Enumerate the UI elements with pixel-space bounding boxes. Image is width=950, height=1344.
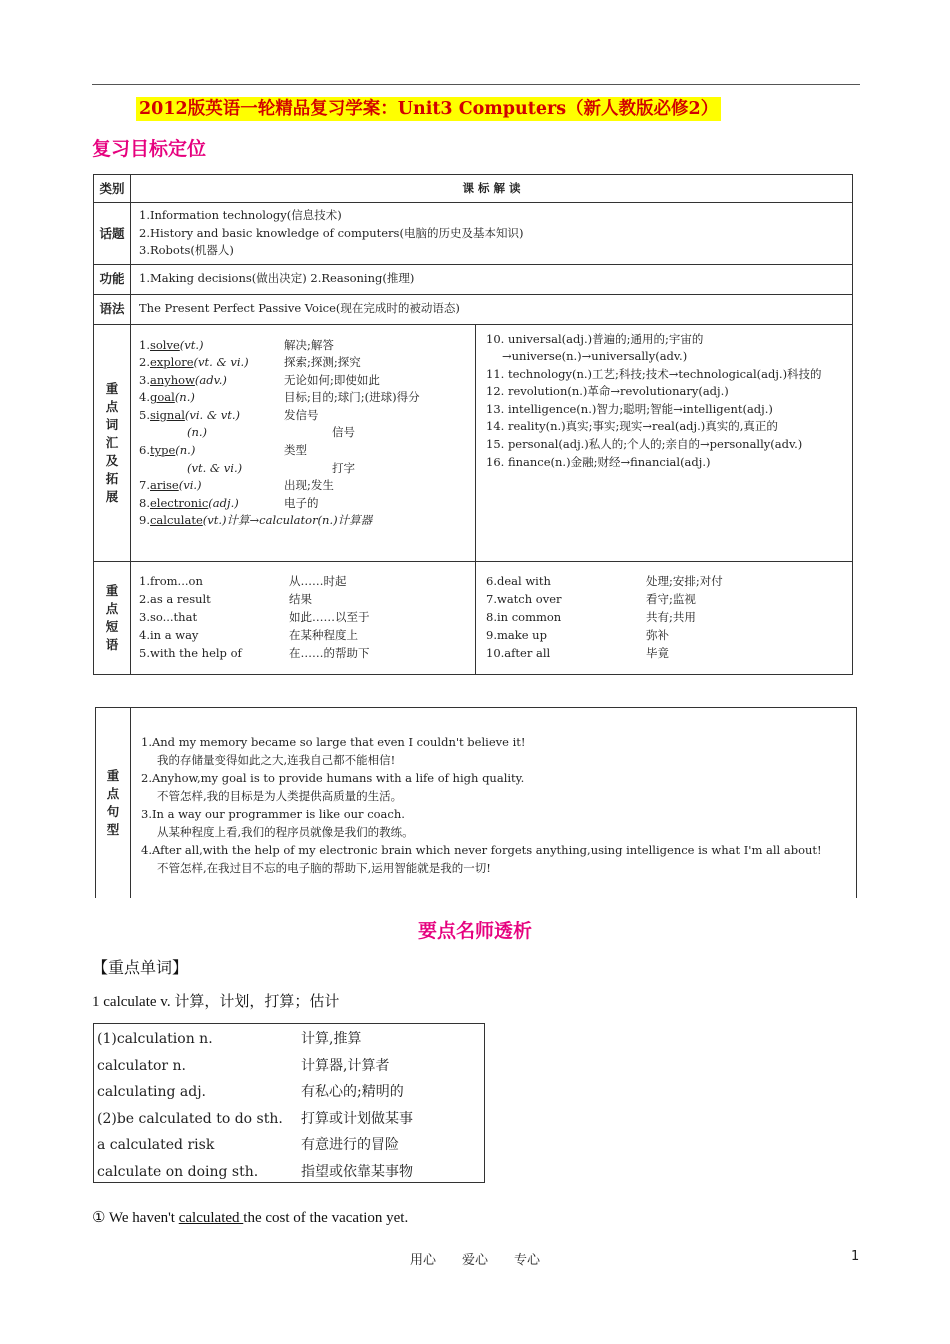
vocab-word: solve: [149, 337, 180, 352]
function-label: 功能: [94, 264, 131, 294]
sentence-line: 不管怎样,我的目标是为人类提供高质量的生活。: [157, 788, 403, 803]
page-number: 1: [851, 1249, 860, 1264]
vocab-pos: (vi. & vt.): [184, 407, 240, 422]
header-category: 类别: [94, 175, 131, 203]
vocab-item: 12. revolution(n.)革命→revolutionary(adj.): [486, 384, 729, 399]
vocab-label-text: 重点词汇及拓展: [105, 380, 119, 504]
vocab-item: [139, 442, 469, 460]
key-sentences-table: [95, 707, 857, 898]
key-words-heading: 【重点单词】: [92, 958, 189, 977]
vocab-word: explore: [149, 355, 194, 370]
sentence-line: 2.Anyhow,my goal is to provide humans with a life of high quality.: [141, 770, 525, 785]
vocab-meaning: 解决;解答: [284, 337, 334, 352]
vocab-number: 7.: [139, 478, 150, 493]
vocab-pos: (vt.): [179, 337, 204, 352]
form-en: calculate on doing sth.: [97, 1163, 259, 1180]
vocab-number: 1.: [139, 337, 150, 352]
vocab-head: [139, 354, 284, 372]
sentence-line: 不管怎样,在我过目不忘的电子脑的帮助下,运用智能就是我的一切!: [157, 860, 491, 875]
vocab-pos: (vt. & vi.): [193, 355, 249, 370]
phrase-zh: 如此……以至于: [289, 609, 370, 624]
vocab-head: [139, 495, 284, 513]
phrase-zh: 毕竟: [646, 645, 669, 660]
phrase-en: 1.from...on: [139, 573, 203, 588]
sentence-line: 从某种程度上看,我们的程序员就像是我们的教练。: [157, 824, 414, 839]
vocab-head: [139, 477, 284, 495]
vocab-left-list: [131, 325, 476, 561]
phrase-zh: 共有;共用: [646, 609, 696, 624]
grammar-text: The Present Perfect Passive Voice(现在完成时的被动语态): [131, 294, 853, 324]
sentence-line: 我的存储量变得如此之大,连我自己都不能相信!: [157, 752, 396, 767]
vocab-pos: (adj.): [208, 495, 239, 510]
phrase-item: [486, 644, 844, 662]
vocab-item: 16. finance(n.)金融;财经→financial(adj.): [486, 454, 711, 469]
calculate-form-row: [97, 1132, 484, 1159]
phrase-en: 5.with the help of: [139, 645, 242, 660]
calculate-form-row: [97, 1053, 484, 1080]
phrase-item: [486, 572, 844, 590]
phrase-en: 9.make up: [486, 627, 547, 642]
phrase-zh: 在某种程度上: [289, 627, 358, 642]
vocab-meaning: 目标;目的;球门;(进球)得分: [284, 390, 420, 405]
form-zh: 有意进行的冒险: [301, 1137, 399, 1153]
phrase-en: 3.so...that: [139, 609, 198, 624]
example-suffix: the cost of the vacation yet.: [243, 1210, 409, 1226]
phrase-en: 10.after all: [486, 645, 551, 660]
vocab-cell: [131, 324, 853, 561]
form-zh: 打算或计划做某事: [301, 1110, 413, 1127]
vocab-head: [139, 372, 284, 390]
section-heading-analysis: 要点名师透析: [417, 920, 532, 942]
vocab-number: 2.: [139, 355, 150, 370]
topic-label: 话题: [94, 203, 131, 265]
curriculum-table: [93, 174, 853, 675]
vocab-head: [139, 424, 332, 442]
vocab-meaning: 信号: [332, 425, 355, 440]
calculate-form-row: [97, 1106, 484, 1133]
vocab-pos: (n.): [187, 425, 208, 440]
form-zh: 计算器,计算者: [301, 1057, 390, 1074]
vocab-word: goal: [149, 390, 175, 405]
phrase-item: [139, 626, 469, 644]
form-en: calculator n.: [97, 1057, 187, 1074]
document-title: 2012版英语一轮精品复习学案：Unit3 Computers（新人教版必修2）: [136, 97, 721, 121]
vocab-number: 4.: [139, 390, 150, 405]
topic-cell: [131, 203, 853, 265]
calculate-form-row: [97, 1159, 484, 1186]
vocab-item: 10. universal(adj.)普遍的;通用的;宇宙的→universe(n.)→universally(adv.): [486, 331, 704, 364]
vocab-meaning: 探索;探测;探究: [284, 355, 361, 370]
vocab-word: electronic: [149, 495, 209, 510]
form-en: (2)be calculated to do sth.: [97, 1110, 283, 1127]
word-heading-calculate: 1 calculate v. 计算，计划，打算；估计: [92, 994, 340, 1010]
form-zh: 指望或依靠某事物: [301, 1163, 413, 1180]
vocab-pos: (vi.): [178, 478, 202, 493]
calculate-form-row: [97, 1026, 484, 1053]
vocab-item: [139, 389, 469, 407]
example-sentence: [92, 1208, 408, 1227]
phrase-label-text: 重点短语: [105, 582, 119, 652]
vocab-word: arise: [149, 478, 179, 493]
vocab-item: [139, 337, 469, 355]
sentences-list: [131, 708, 857, 898]
vocab-number: 5.: [139, 407, 150, 422]
vocab-pos: (vt.)计算→calculator(n.)计算器: [202, 513, 373, 528]
vocab-item: [139, 512, 469, 530]
phrase-en: 2.as a result: [139, 591, 211, 606]
phrase-cell: [131, 561, 853, 674]
footer-slogan: 用心 爱心 专心: [409, 1253, 540, 1268]
sentences-label: [96, 708, 131, 898]
topic-line: 1.Information technology(信息技术): [139, 208, 342, 222]
phrase-item: [139, 608, 469, 626]
header-content: 课 标 解 读: [131, 175, 853, 203]
vocab-number: 6.: [139, 443, 150, 458]
vocab-item: [139, 354, 469, 372]
phrase-item: [139, 590, 469, 608]
form-en: a calculated risk: [97, 1137, 215, 1153]
vocab-number: 3.: [139, 372, 150, 387]
vocab-head: [139, 337, 284, 355]
vocab-meaning: 电子的: [284, 495, 319, 510]
vocab-word: signal: [149, 407, 185, 422]
phrase-en: 6.deal with: [486, 573, 551, 588]
phrase-zh: 结果: [289, 591, 312, 606]
grammar-label: 语法: [94, 294, 131, 324]
vocab-item: 11. technology(n.)工艺;科技;技术→technological(adj.)科技的: [486, 366, 822, 381]
sentence-line: 1.And my memory became so large that even I couldn't believe it!: [141, 734, 526, 749]
phrase-label: [94, 561, 131, 674]
vocab-word: type: [149, 443, 176, 458]
phrase-item: [139, 572, 469, 590]
phrase-en: 8.in common: [486, 609, 562, 624]
phrase-zh: 从……时起: [289, 573, 347, 588]
vocab-head: [139, 512, 372, 530]
phrase-en: 7.watch over: [486, 591, 562, 606]
vocab-pos: (n.): [174, 390, 195, 405]
vocab-head: [139, 389, 284, 407]
vocab-item: 14. reality(n.)真实;事实;现实→real(adj.)真实的,真正的: [486, 419, 778, 434]
vocab-item: [139, 372, 469, 390]
header-rule: [92, 84, 860, 85]
vocab-item: [139, 495, 469, 513]
vocab-word: anyhow: [149, 372, 195, 387]
function-text: 1.Making decisions(做出决定) 2.Reasoning(推理): [131, 264, 853, 294]
phrase-zh: 在……的帮助下: [289, 645, 370, 660]
vocab-word: calculate: [149, 513, 203, 528]
form-en: (1)calculation n.: [97, 1031, 213, 1047]
vocab-meaning: 类型: [284, 443, 307, 458]
vocab-meaning: 打字: [332, 460, 355, 475]
vocab-pos: (adv.): [194, 372, 227, 387]
phrase-item: [486, 608, 844, 626]
vocab-item: [139, 460, 469, 478]
vocab-pos: (n.): [175, 443, 196, 458]
phrase-zh: 弥补: [646, 627, 669, 642]
vocab-head: [139, 442, 284, 460]
vocab-item: 15. personal(adj.)私人的;个人的;亲自的→personally(adv.): [486, 437, 803, 452]
vocab-meaning: 无论如何;即使如此: [284, 372, 380, 387]
vocab-item: [139, 424, 469, 442]
vocab-label: [94, 324, 131, 561]
form-zh: 有私心的;精明的: [301, 1084, 404, 1100]
calculate-form-row: [97, 1079, 484, 1106]
vocab-head: [139, 460, 332, 478]
sentence-line: 4.After all,with the help of my electronic brain which never forgets anything,using intelligence is what I'm all about!: [141, 842, 822, 857]
phrase-item: [139, 644, 469, 662]
phrase-zh: 处理;安排;对付: [646, 573, 723, 588]
vocab-meaning: 发信号: [284, 407, 319, 422]
phrase-item: [486, 590, 844, 608]
vocab-item: [139, 407, 469, 425]
phrase-zh: 看守;监视: [646, 591, 696, 606]
example-prefix: ① We haven't: [92, 1210, 179, 1226]
topic-line: 2.History and basic knowledge of computers(电脑的历史及基本知识): [139, 225, 524, 240]
sentences-label-text: 重点句型: [106, 767, 120, 837]
calculate-forms-box: [93, 1023, 485, 1183]
example-underlined: calculated: [178, 1210, 244, 1226]
form-zh: 计算,推算: [301, 1031, 362, 1047]
topic-line: 3.Robots(机器人): [139, 243, 234, 257]
vocab-meaning: 出现;发生: [284, 478, 334, 493]
vocab-item: [139, 477, 469, 495]
phrase-en: 4.in a way: [139, 627, 199, 642]
vocab-right-list: [476, 325, 852, 561]
phrase-left-list: [131, 562, 476, 674]
section-heading-review-goals: 复习目标定位: [92, 138, 207, 160]
vocab-number: 8.: [139, 495, 150, 510]
phrase-right-list: [476, 562, 852, 674]
sentence-line: 3.In a way our programmer is like our coach.: [141, 806, 405, 821]
vocab-pos: (vt. & vi.): [187, 460, 243, 475]
form-en: calculating adj.: [97, 1084, 206, 1100]
vocab-head: [139, 407, 284, 425]
phrase-item: [486, 626, 844, 644]
vocab-item: 13. intelligence(n.)智力;聪明;智能→intelligent(adj.): [486, 401, 773, 416]
vocab-number: 9.: [139, 513, 150, 528]
